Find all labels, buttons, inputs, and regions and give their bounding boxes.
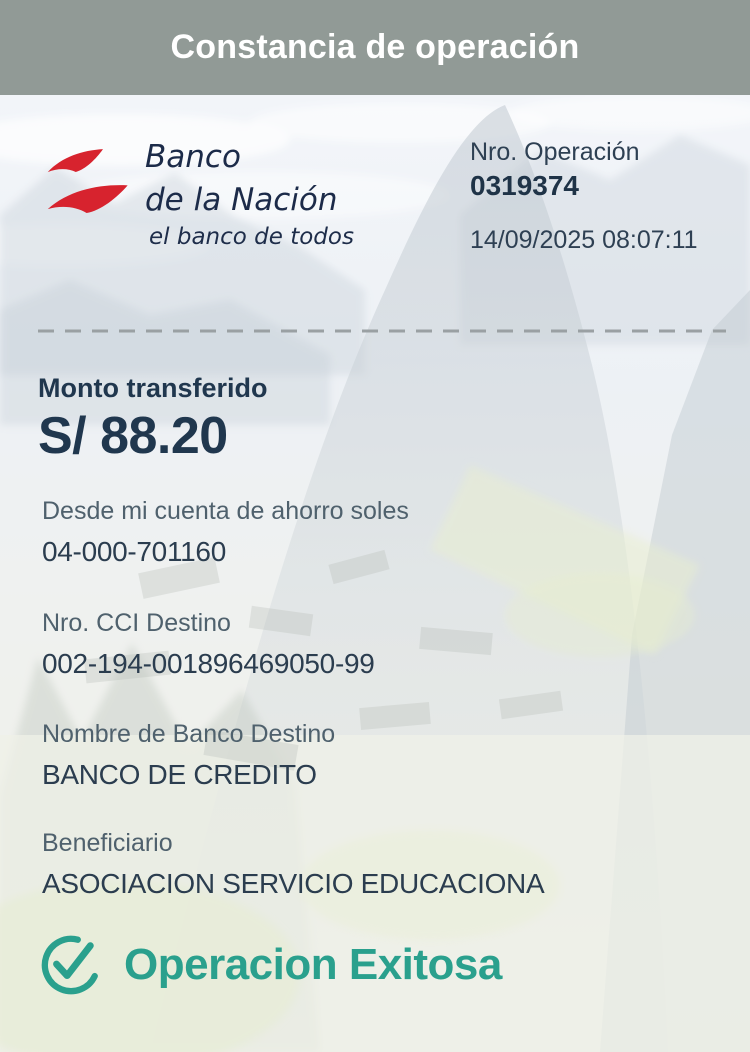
status-badge: Operacion Exitosa (124, 940, 502, 989)
operation-datetime: 14/09/2025 08:07:11 (470, 226, 698, 254)
check-circle-icon (40, 934, 102, 996)
field-label: Nombre de Banco Destino (42, 720, 336, 748)
dashed-divider (38, 329, 726, 333)
page-title: Constancia de operación (170, 28, 580, 66)
field-value: 002-194-001896469050-99 (42, 648, 375, 679)
amount-label: Monto transferido (38, 373, 268, 403)
operation-number-value: 0319374 (470, 170, 580, 201)
beneficiary-field (42, 829, 544, 900)
source-account-field (42, 497, 409, 568)
operation-info (470, 138, 698, 255)
field-value: BANCO DE CREDITO (42, 759, 317, 790)
status-row (40, 934, 502, 996)
field-label: Desde mi cuenta de ahorro soles (42, 497, 409, 525)
bank-name-line2: de la Nación (145, 182, 338, 218)
field-value: 04-000-701160 (42, 536, 226, 567)
destination-bank-field (42, 720, 335, 791)
bn-double-swoosh-icon (42, 134, 134, 226)
field-label: Beneficiario (42, 829, 173, 857)
destination-cci-field (42, 609, 375, 680)
bank-tagline: el banco de todos (149, 224, 354, 250)
header-bar (0, 0, 750, 95)
operation-number-label: Nro. Operación (470, 138, 640, 166)
field-value: ASOCIACION SERVICIO EDUCACIONA (42, 868, 545, 899)
field-label: Nro. CCI Destino (42, 609, 231, 637)
bank-name-line1: Banco (145, 139, 241, 175)
bank-wordmark (145, 136, 338, 222)
amount-value: S/ 88.20 (38, 407, 228, 465)
